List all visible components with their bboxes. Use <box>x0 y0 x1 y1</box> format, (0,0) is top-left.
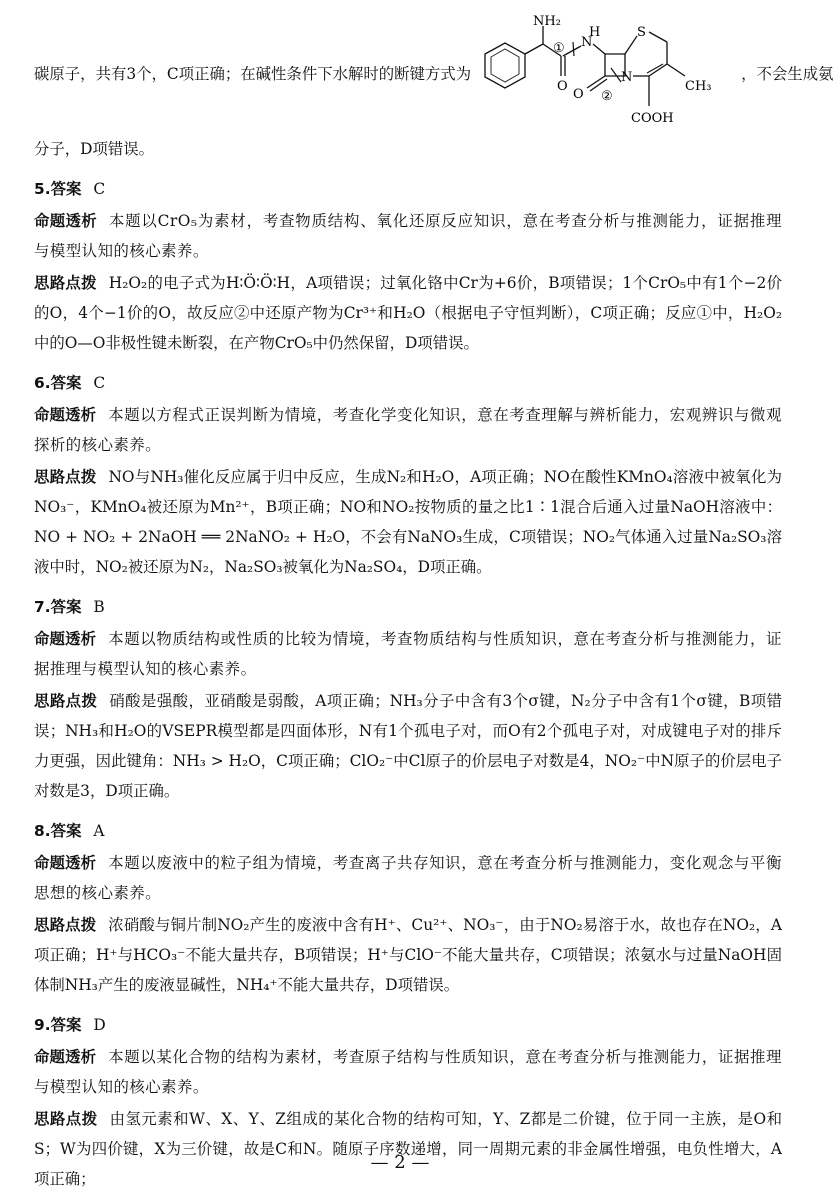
analysis-text: 本题以CrO₅为素材，考查物质结构、氧化还原反应知识，意在考查分析与推测能力，证据推理与模型认知的核心素养。 <box>34 212 782 260</box>
analysis-label: 命题透析 <box>34 1048 97 1066</box>
analysis-text: 本题以方程式正误判断为情境，考查化学变化知识，意在考查理解与辨析能力，宏观辨识与微观探析的核心素养。 <box>34 406 782 454</box>
ring-n-label: N <box>621 70 633 85</box>
content <box>34 14 833 1196</box>
analysis-block <box>34 206 782 266</box>
question-number: 8. <box>34 822 51 840</box>
cephalosporin-structure <box>471 14 741 134</box>
answer-line <box>34 176 782 202</box>
answer-value: C <box>93 180 106 198</box>
carboxyl-label: COOH <box>631 111 674 126</box>
bond-mark-2: ② <box>601 89 613 104</box>
question-6 <box>34 370 782 582</box>
solution-block <box>34 268 782 358</box>
analysis-block <box>34 1042 782 1102</box>
analysis-text: 本题以废液中的粒子组为情境，考查离子共存知识，意在考查分析与推测能力，变化观念与平衡思想的核心素养。 <box>34 854 782 902</box>
answer-label: 答案 <box>50 598 82 616</box>
answer-value: B <box>93 598 105 616</box>
analysis-block <box>34 624 782 684</box>
solution-label: 思路点拨 <box>34 468 97 486</box>
question-7 <box>34 594 782 806</box>
sulfur-label: S <box>637 25 647 40</box>
answer-label: 答案 <box>50 822 82 840</box>
answer-label: 答案 <box>50 1016 82 1034</box>
question-number: 6. <box>34 374 51 392</box>
analysis-text: 本题以物质结构或性质的比较为情境，考查物质结构与性质知识，意在考查分析与推测能力，证据推理与模型认知的核心素养。 <box>34 630 782 678</box>
nh2-label: NH₂ <box>533 14 562 29</box>
solution-text: 硝酸是强酸，亚硝酸是弱酸，A项正确；NH₃分子中含有3个σ键，N₂分子中含有1个σ键，B项错误；NH₃和H₂O的VSEPR模型都是四面体形，N有1个孤电子对，而O有2个孤电子对，对成键电子对的排斥力更强，因此键角：NH₃ > H₂O，C项正确；ClO₂⁻中Cl原子的价层电子对数是4，NO₂⁻中N原子的价层电子对数是3，D项正确。 <box>34 692 782 800</box>
analysis-label: 命题透析 <box>34 212 97 230</box>
methyl-label: CH₃ <box>685 79 712 94</box>
analysis-label: 命题透析 <box>34 630 97 648</box>
page-number: — 2 — <box>370 1152 430 1173</box>
nh-h-label: H <box>589 25 601 40</box>
intro-line <box>34 14 833 134</box>
analysis-label: 命题透析 <box>34 406 97 424</box>
question-5 <box>34 176 782 358</box>
solution-label: 思路点拨 <box>34 1110 98 1128</box>
intro-continuation: 分子，D项错误。 <box>34 140 155 158</box>
answer-value: C <box>93 374 106 392</box>
intro-text-before: 碳原子，共有3个，C项正确；在碱性条件下水解时的断键方式为 <box>34 65 472 83</box>
solution-label: 思路点拨 <box>34 916 97 934</box>
solution-block <box>34 686 782 806</box>
solution-block <box>34 1104 782 1194</box>
answer-value: D <box>93 1016 106 1034</box>
solution-text: H₂O₂的电子式为H∶Ö∶Ö∶H，A项错误；过氧化铬中Cr为+6价，B项错误；1个CrO₅中有1个−2价的O，4个−1价的O，故反应②中还原产物为Cr³⁺和H₂O（根据电子守恒判断），C项正确；反应①中，H₂O₂中的O—O非极性键未断裂，在产物CrO₅中仍然保留，D项错误。 <box>34 274 782 352</box>
answer-value: A <box>93 822 105 840</box>
analysis-label: 命题透析 <box>34 854 97 872</box>
answer-label: 答案 <box>50 180 82 198</box>
answer-line <box>34 1012 782 1038</box>
solution-text: 浓硝酸与铜片制NO₂产生的废液中含有H⁺、Cu²⁺、NO₃⁻，由于NO₂易溶于水，故也存在NO₂，A项正确；H⁺与HCO₃⁻不能大量共存，B项错误；H⁺与ClO⁻不能大量共存，C项错误；浓氨水与过量NaOH固体制NH₃产生的废液显碱性，NH₄⁺不能大量共存，D项错误。 <box>34 916 782 994</box>
solution-label: 思路点拨 <box>34 692 98 710</box>
answer-label: 答案 <box>50 374 82 392</box>
question-number: 7. <box>34 598 51 616</box>
solution-block <box>34 910 782 1000</box>
question-number: 5. <box>34 180 51 198</box>
solution-text: 由氢元素和W、X、Y、Z组成的某化合物的结构可知，Y、Z都是二价键，位于同一主族，是O和S；W为四价键，X为三价键，故是C和N。随原子序数递增，同一周期元素的非金属性增强，电负性增大，A项正确； <box>34 1110 782 1188</box>
solution-label: 思路点拨 <box>34 274 97 292</box>
answer-line <box>34 370 782 396</box>
question-number: 9. <box>34 1016 51 1034</box>
nh-n-label: N <box>581 35 593 50</box>
solution-block <box>34 462 782 582</box>
analysis-block <box>34 400 782 460</box>
question-8 <box>34 818 782 1000</box>
lactam-o-label: O <box>573 87 584 102</box>
analysis-text: 本题以某化合物的结构为素材，考查原子结构与性质知识，意在考查分析与推测能力，证据推理与模型认知的核心素养。 <box>34 1048 782 1096</box>
solution-text: NO与NH₃催化反应属于归中反应，生成N₂和H₂O，A项正确；NO在酸性KMnO₄溶液中被氧化为NO₃⁻，KMnO₄被还原为Mn²⁺，B项正确；NO和NO₂按物质的量之比1∶1混合后通入过量NaOH溶液中：NO + NO₂ + 2NaOH ══ 2NaNO₂ + H₂O，不会有NaNO₃生成，C项错误；NO₂气体通入过量Na₂SO₃溶液中时，NO₂被还原为N₂，Na₂SO₃被氧化为Na₂SO₄，D项正确。 <box>34 468 782 576</box>
carbonyl-o-top: O <box>557 79 568 94</box>
analysis-block <box>34 848 782 908</box>
bond-mark-1: ① <box>553 41 565 56</box>
answer-line <box>34 594 782 620</box>
intro-text-after: ，不会生成氨 <box>741 65 833 83</box>
answer-line <box>34 818 782 844</box>
